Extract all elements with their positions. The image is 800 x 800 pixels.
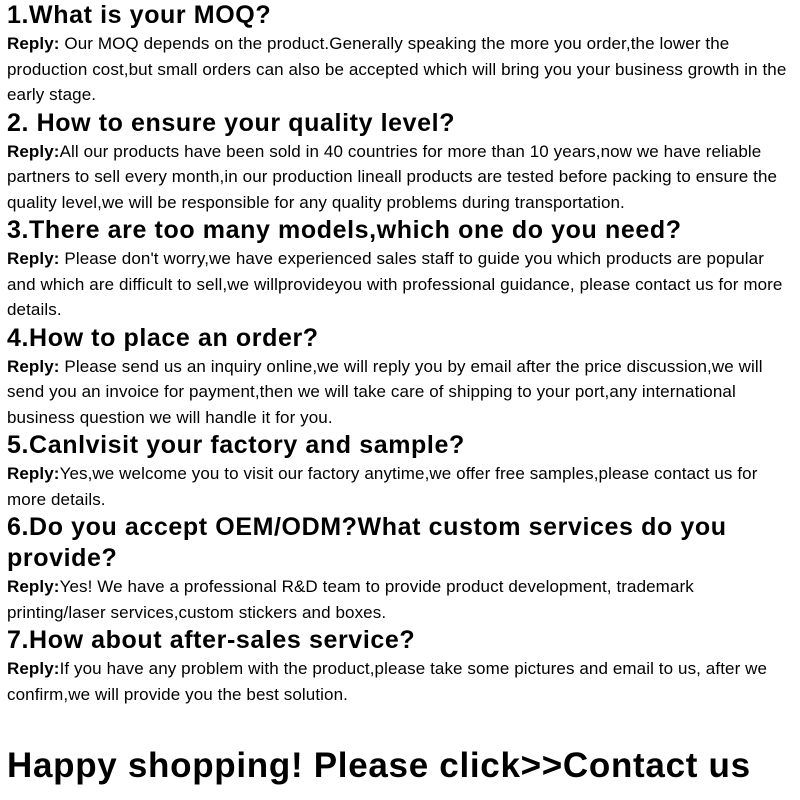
closing-text: Happy shopping! Please click>> (7, 746, 563, 785)
answer-text: If you have any problem with the product,please take some pictures and email to us, after we confirm,we will provide you the best solution. (7, 659, 768, 704)
closing-call-to-action (7, 742, 751, 790)
faq-question: 1.What is your MOQ? (7, 1, 272, 29)
reply-label: Reply: (7, 464, 60, 483)
faq-question: 2. How to ensure your quality level? (7, 108, 456, 137)
reply-label: Reply: (7, 577, 60, 596)
faq-question: 4.How to place an order? (7, 323, 319, 352)
faq-question: 5.Canlvisit your factory and sample? (7, 431, 465, 459)
faq-question: 6.Do you accept OEM/ODM?What custom services do you provide? (7, 513, 727, 572)
reply-label: Reply: (7, 141, 60, 161)
faq-answer (7, 574, 794, 625)
faq-item-after-sales (7, 625, 794, 707)
faq-item-oem-odm (7, 512, 794, 625)
faq-answer (7, 31, 794, 108)
faq-question: 3.There are too many models,which one do you need? (7, 216, 682, 244)
reply-label: Reply: (7, 34, 60, 53)
reply-label: Reply: (7, 659, 60, 678)
reply-label: Reply: (7, 356, 60, 376)
answer-text: Yes! We have a professional R&D team to provide product development, trademark printing/laser services,custom stickers and boxes. (7, 577, 694, 622)
answer-text: Please send us an inquiry online,we will reply you by email after the price discussion,we will send you an invoice for payment,then we will take care of shipping to your port,any international business question we will handle it for you. (7, 356, 763, 427)
faq-question: 7.How about after-sales service? (7, 626, 416, 654)
faq-answer (7, 246, 794, 323)
faq-item-order (7, 323, 794, 431)
faq-item-moq (7, 0, 794, 108)
faq-item-quality (7, 108, 794, 216)
contact-us-link[interactable]: Contact us (562, 746, 751, 785)
faq-answer (7, 461, 794, 512)
faq-answer (7, 656, 794, 707)
answer-text: Yes,we welcome you to visit our factory anytime,we offer free samples,please contact us for more details. (7, 464, 758, 509)
answer-text: Please don't worry,we have experienced sales staff to guide you which products are popular and which are difficult to sell,we willprovideyou with professional guidance, please contact us for more details. (7, 249, 783, 319)
answer-text: Our MOQ depends on the product.Generally speaking the more you order,the lower the production cost,but small orders can also be accepted which will bring you your business growth in the early stage. (7, 34, 787, 104)
faq-item-models (7, 215, 794, 323)
reply-label: Reply: (7, 249, 60, 268)
faq-answer (7, 354, 794, 431)
faq-answer (7, 139, 794, 216)
answer-text: All our products have been sold in 40 countries for more than 10 years,now we have reliable partners to sell every month,in our production lineall products are tested before packing to ensure the quality level,we will be responsible for any quality problems during transportation. (7, 141, 778, 212)
faq-item-factory-visit (7, 430, 794, 512)
